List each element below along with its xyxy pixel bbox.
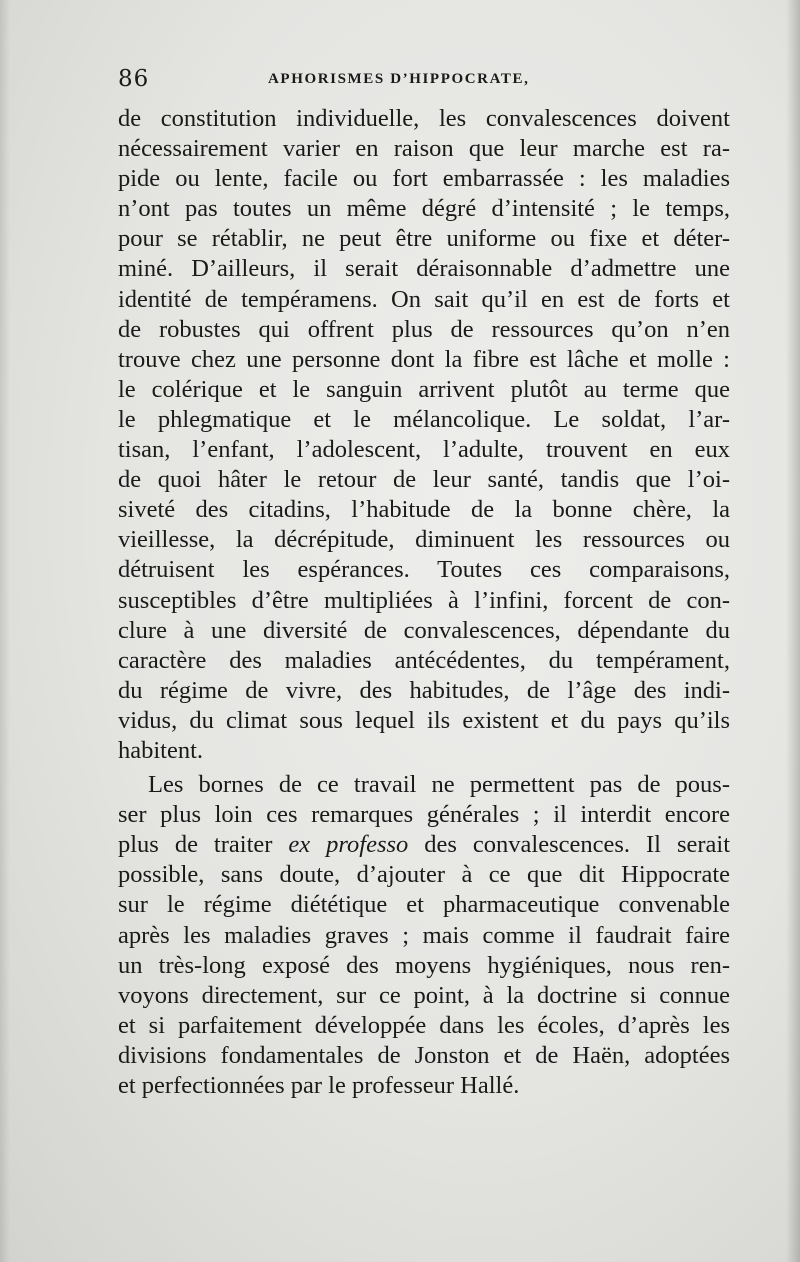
- text-line: sur le régime diététique et pharmaceutique convenable: [118, 891, 730, 919]
- text-line: du régime de vivre, des habitudes, de l’âge des indi-: [118, 676, 730, 704]
- page-header: [118, 66, 730, 100]
- text-line: tisan, l’enfant, l’adolescent, l’adulte, trouvent en eux: [118, 436, 730, 464]
- page-number: 86: [118, 66, 150, 92]
- text-line-with-italic: [118, 830, 730, 860]
- text-line: divisions fondamentales de Jonston et de Haën, adoptées: [118, 1041, 730, 1069]
- text-line: et perfectionnées par le professeur Hallé.: [118, 1072, 520, 1099]
- text-line: Les bornes de ce travail ne permettent pas de pous-: [148, 771, 730, 799]
- paragraph-2: [118, 770, 730, 1101]
- text-line: possible, sans doute, d’ajouter à ce que dit Hippocrate: [118, 861, 730, 889]
- running-head: APHORISMES D’HIPPOCRATE,: [268, 71, 530, 87]
- text-line: vidus, du climat sous lequel ils existent et du pays qu’ils: [118, 706, 730, 734]
- text-line: de robustes qui offrent plus de ressources qu’on n’en: [118, 315, 730, 343]
- text-line: n’ont pas toutes un même dégré d’intensité ; le temps,: [118, 195, 730, 223]
- text-line: de constitution individuelle, les convalescences doivent: [118, 105, 730, 132]
- text-line: le phlegmatique et le mélancolique. Le soldat, l’ar-: [118, 405, 730, 433]
- paragraph-1: [118, 104, 730, 766]
- body-text: [118, 104, 730, 1101]
- text-line: susceptibles d’être multipliées à l’infini, forcent de con-: [118, 586, 730, 614]
- text-line: identité de tempéramens. On sait qu’il en est de forts et: [118, 285, 730, 313]
- text-line: détruisent les espérances. Toutes ces comparaisons,: [118, 556, 730, 584]
- text-line: trouve chez une personne dont la fibre est lâche et molle :: [118, 345, 730, 373]
- text-line: voyons directement, sur ce point, à la doctrine si connue: [118, 981, 730, 1009]
- italic-phrase: ex professo: [288, 831, 409, 859]
- text-line: pour se rétablir, ne peut être uniforme ou fixe et déter-: [118, 225, 730, 253]
- text-line: vieillesse, la décrépitude, diminuent les ressources ou: [118, 526, 730, 554]
- page-shadow-right: [786, 0, 800, 1262]
- text-fragment: des convalescences. Il serait: [408, 831, 730, 859]
- text-line: un très-long exposé des moyens hygiéniques, nous ren-: [118, 951, 730, 979]
- text-line: après les maladies graves ; mais comme il faudrait faire: [118, 921, 730, 949]
- text-line: pide ou lente, facile ou fort embarrassée : les maladies: [118, 165, 730, 193]
- text-line: siveté des citadins, l’habitude de la bonne chère, la: [118, 496, 730, 524]
- text-line: miné. D’ailleurs, il serait déraisonnable d’admettre une: [118, 255, 730, 283]
- text-line: et si parfaitement développée dans les écoles, d’après les: [118, 1011, 730, 1039]
- text-line: nécessairement varier en raison que leur marche est ra-: [118, 135, 730, 163]
- text-line: ser plus loin ces remarques générales ; il interdit encore: [118, 801, 730, 829]
- text-line: habitent.: [118, 736, 204, 764]
- text-line: de quoi hâter le retour de leur santé, tandis que l’oi-: [118, 466, 730, 494]
- text-line: le colérique et le sanguin arrivent plutôt au terme que: [118, 375, 730, 403]
- text-line: clure à une diversité de convalescences, dépendante du: [118, 616, 730, 644]
- page-shadow-left: [0, 0, 10, 1262]
- text-line: caractère des maladies antécédentes, du tempérament,: [118, 646, 730, 674]
- text-fragment: plus de traiter: [118, 831, 289, 859]
